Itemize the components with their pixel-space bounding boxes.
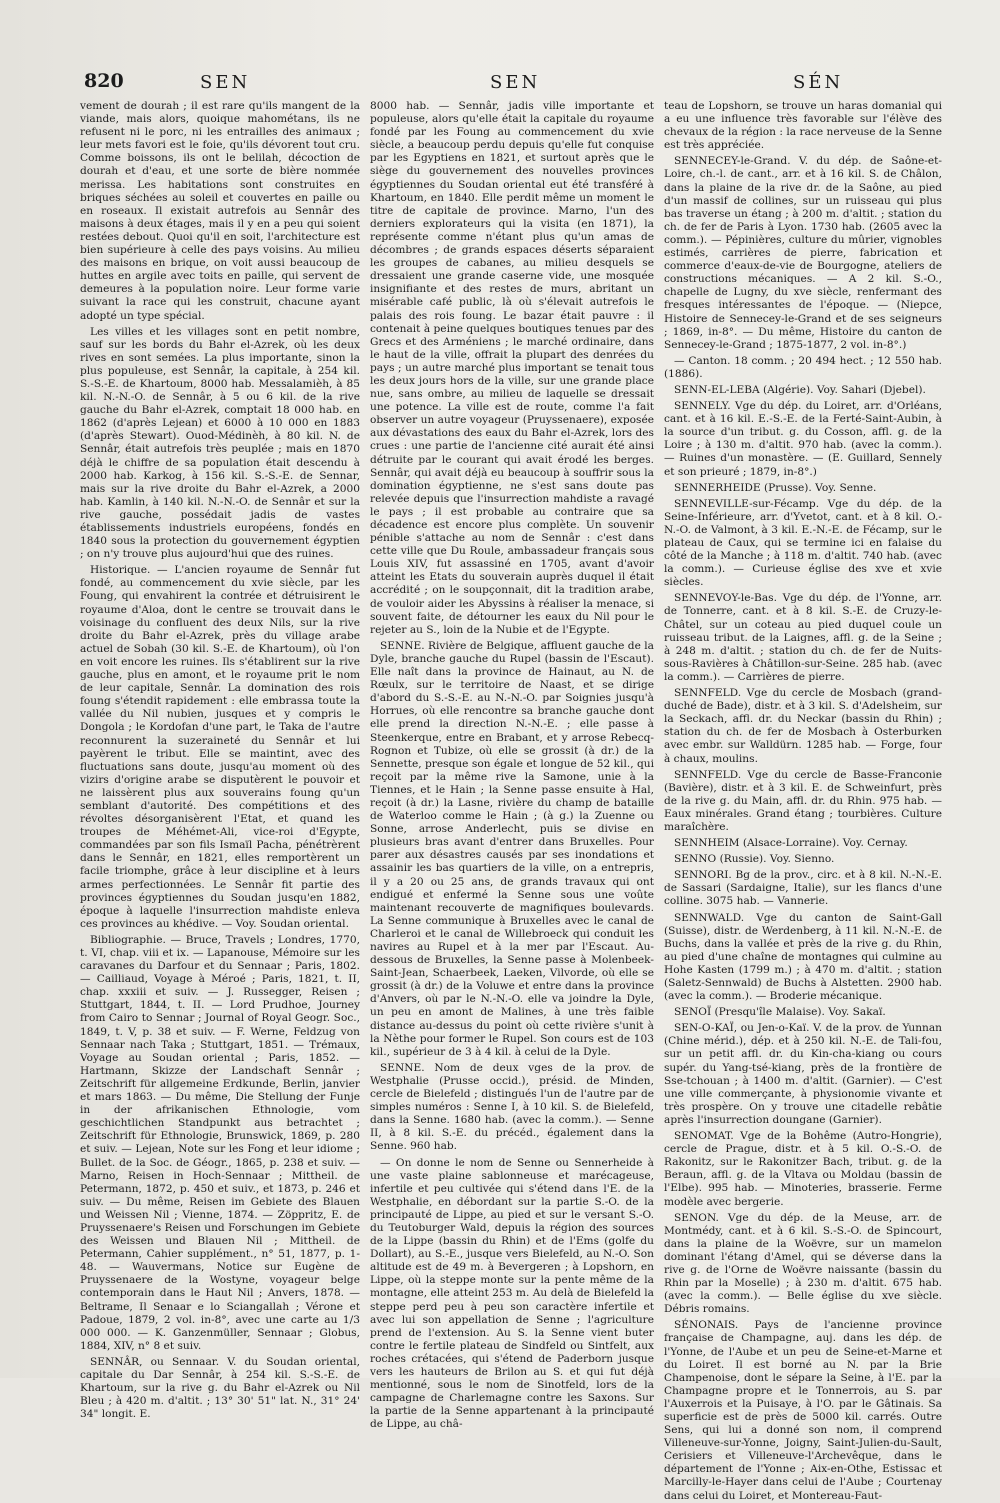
entry: SENNO (Russie). Voy. Sienno. bbox=[674, 853, 835, 866]
entry-senne-villages: SENNE. Nom de deux vges de la prov. de Westphalie (Prusse occid.), présid. de Minden, cercle de Bielefeld ; distingués l'un de l'autre par de simples numéros : Senne I, à 10 kil. S. de Bielefeld, dans la Senne. 1680 hab. (avec la comm.). — Senne II, à 8 kil. S.-E. du précéd., également dans la Senne. 960 hab. bbox=[370, 1061, 654, 1153]
paragraph: vement de dourah ; il est rare qu'ils mangent de la viande, mais alors, quoique mahométans, ils ne refusent ni le porc, ni les entrailles des animaux ; leur mets favori est le foie, qu'ils dévorent tout cru. Comme boissons, ils ont le belilah, décoction de dourah et d'eau, et une sorte de bière nommée merissa. Les habitations sont construites en briques séchées au soleil et couvertes en paille ou en roseaux. Il existait autrefois au Sennâr des maisons à deux étages, mais il y en a peu qui soient restées debout. Quoi qu'il en soit, l'architecture est bien supérieure à celle des pays voisins. Au milieu des maisons en brique, on voit aussi beaucoup de huttes en argile avec toits en paille, qui servent de demeures à la population noire. Leur forme varie suivant la race qui les construit, chacune ayant adopté un type spécial. bbox=[80, 100, 360, 322]
paragraph: 8000 hab. — Sennâr, jadis ville importante et populeuse, alors qu'elle était la capitale du royaume fondé par les Foung au commencement du xvie siècle, a beaucoup perdu depuis qu'elle fut conquise par les Egyptiens en 1821, et surtout après que le siège du gouvernement des nouvelles provinces égyptiennes du Soudan oriental eut été transféré à Khartoum, en 1840. Elle perdit même un moment le titre de capitale de province. Marno, l'un des derniers explorateurs qui la visita (en 1871), la représente comme n'étant plus qu'un amas de décombres ; de grands espaces déserts séparaient les groupes de cabanes, au milieu desquels se dressaient une grande caserne vide, une mosquée insignifiante et des restes de murs, abritant un misérable café public, là où s'élevait autrefois le palais des rois foung. Le bazar était pauvre : il contenait à peine quelques boutiques tenues par des Grecs et des Arméniens ; le marché ordinaire, dans le haut de la ville, offrait la plupart des denrées du pays ; un autre marché plus important se tenait tous les deux jours hors de la ville, sur une grande place nue, sans ombre, au milieu de laquelle se dressait une potence. La ville est de route, comme l'a fait observer un autre voyageur (Pruyssenaere), exposée aux dévastations des eaux du Bahr el-Azrek, lors des crues : une partie de l'ancienne cité aurait été ainsi détruite par le courant qui avait érodé les berges. Sennâr, qui avait déjà eu beaucoup à souffrir sous la domination égyptienne, ne s'est sans doute pas relevée depuis que l'insurrection mahdiste a ravagé le pays ; il est probable au contraire que sa décadence est encore plus complète. Un souvenir pénible s'attache au nom de Sennâr : c'est dans cette ville que Du Roule, ambassadeur français sous Louis XIV, fut assassiné en 1705, avant d'avoir atteint les Etats du souverain auprès duquel il était accrédité ; on le soupçonnait, dit la tradition arabe, de vouloir aider les Abyssins à réaliser la menace, si souvent faite, de détourner les eaux du Nil pour le rejeter au S., loin de la Nubie et de l'Egypte. bbox=[370, 100, 654, 636]
entry: SENNEVILLE-sur-Fécamp. Vge du dép. de la Seine-Inférieure, arr. d'Yvetot, cant. et à 8 kil. O.-N.-O. de Valmont, à 3 kil. E.-N.-E. de Fécamp, sur le plateau de Caux, qui se termine ici en falaise du côté de la Manche ; à 118 m. d'altit. 740 hab. (avec la comm.). — Curieuse église des xve et xvie siècles. bbox=[664, 497, 942, 589]
paragraph: Historique. — L'ancien royaume de Sennâr fut fondé, au commencement du xvie siècle, par les Foung, qui envahirent la contrée et détruisirent le royaume d'Aloa, dont le centre se trouvait dans le voisinage du confluent des deux Nils, sur la rive droite du Bahr el-Azrek, près du village arabe actuel de Sobah (30 kil. S.-E. de Khartoum), où l'on en voit encore les ruines. Ils s'établirent sur la rive gauche, plus en amont, et le royaume prit le nom de leur capitale, Sennâr. La domination des rois foung s'étendit rapidement : elle embrassa toute la vallée du Nil nubien, jusques et y compris le Dongola ; le Kordofan d'une part, le Taka de l'autre reconnurent la suzeraineté du Sennâr et lui payèrent le tribut. Elle se maintint, avec des fluctuations sans doute, jusqu'au moment où des vizirs d'origine arabe se disputèrent le pouvoir et ne laissèrent plus aux souverains foung qu'un semblant d'autorité. Des compétitions et des révoltes désorganisèrent l'Etat, et quand les troupes de Méhémet-Ali, vice-roi d'Egypte, commandées par son fils Ismaïl Pacha, pénétrèrent dans le Sennâr, en 1821, elles remportèrent un facile triomphe, grâce à leur discipline et à leurs armes perfectionnées. Le Sennâr fit partie des provinces égyptiennes du Soudan jusqu'en 1882, époque à laquelle l'insurrection mahdiste enleva ces provinces au khédive. — Voy. Soudan oriental. bbox=[80, 564, 360, 930]
entry-sennar: SENNÂR, ou Sennaar. V. du Soudan oriental, capitale du Dar Sennâr, à 254 kil. S.-S.-E. de Khartoum, sur la rive g. du Bahr el-Azrek ou Nil Bleu ; à 420 m. d'altit. ; 13° 30' 51" lat. N., 31° 24' 34" longit. E. bbox=[80, 1355, 360, 1421]
entry: SENON. Vge du dép. de la Meuse, arr. de Montmédy, cant. et à 6 kil. S.-S.-O. de Spincourt, dans la plaine de la Woëvre, sur un mamelon dominant l'étang d'Amel, qui se déverse dans la rive g. de l'Orne de Woëvre naissante (bassin du Rhin par la Moselle) ; à 230 m. d'altit. 675 hab. (avec la comm.). — Belle église du xve siècle. Débris romains. bbox=[664, 1211, 942, 1316]
paragraph: Les villes et les villages sont en petit nombre, sauf sur les bords du Bahr el-Azrek, où les deux rives en sont semées. La plus importante, sinon la plus populeuse, est Sennâr, la capitale, à 254 kil. S.-S.-E. de Khartoum, 8000 hab. Messalamièh, à 85 kil. N.-N.-O. de Sennâr, à 5 ou 6 kil. de la rive gauche du Bahr el-Azrek, comptait 18 000 hab. en 1862 (d'après Lejean) et 6000 à 10 000 en 1883 (d'après Stewart). Ouod-Médinèh, à 80 kil. N. de Sennâr, était autrefois très peuplée ; mais en 1870 déjà le chiffre de sa population était descendu à 2000 hab. Karkog, à 156 kil. S.-S.-E. de Sennar, mais sur la rive droite du Bahr el-Azrek, a 2000 hab. Kamlin, à 140 kil. N.-N.-O. de Sennâr et sur la rive gauche, possédait jadis de vastes établissements industriels européens, fondés en 1840 sous la protection du gouvernement égyptien ; on n'y trouve plus aujourd'hui que des ruines. bbox=[80, 325, 360, 561]
entry: SEN-O-KAÏ, ou Jen-o-Kaï. V. de la prov. de Yunnan (Chine mérid.), dép. et à 250 kil. N.-E. de Tali-fou, sur un petit affl. dr. du Kin-cha-kiang ou cours supér. du Yang-tsé-kiang, près de la frontière de Sse-tchouan ; à 1400 m. d'altit. (Garnier). — C'est une ville commerçante, à physionomie vivante et très prospère. On y trouve une citadelle rebâtie après l'insurrection doungane (Garnier). bbox=[664, 1022, 942, 1126]
column-2 bbox=[370, 100, 654, 1431]
bibliography: Bibliographie. — Bruce, Travels ; Londres, 1770, t. VI, chap. viii et ix. — Lapanouse, Mémoire sur les caravanes du Darfour et du Sennaar ; Paris, 1802. — Cailliaud, Voyage à Méroé ; Paris, 1821, t. II, chap. xxxiii et suiv. — J. Russegger, Reisen ; Stuttgart, 1844, t. II. — Lord Prudhoe, Journey from Cairo to Sennar ; Journal of Royal Geogr. Soc., 1849, t. V, p. 38 et suiv. — F. Werne, Feldzug von Sennaar nach Taka ; Stuttgart, 1851. — Trémaux, Voyage au Soudan oriental ; Paris, 1852. — Hartmann, Skizze der Landschaft Sennâr ; Zeitschrift für allgemeine Erdkunde, Berlin, janvier et mars 1863. — Du même, Die Stellung der Funje in der afrikanischen Ethnologie, vom geschichtlichen Standpunkt aus betrachtet ; Zeitschrift für Ethnologie, Brunswick, 1869, p. 280 et suiv. — Lejean, Note sur les Fong et leur idiome ; Bullet. de la Soc. de Géogr., 1865, p. 238 et suiv. — Marno, Reisen in Hoch-Sennaar ; Mittheil. de Petermann, 1872, p. 450 et suiv., et 1873, p. 246 et suiv. — Du même, Reisen im Gebiete des Blauen und Weissen Nil ; Vienne, 1874. — Zöppritz, E. de Pruyssenaere's Reisen und Forschungen im Gebiete des Weissen und Blauen Nil ; Mittheil. de Petermann, Cahier supplément., n° 51, 1877, p. 1-48. — Wauvermans, Notice sur Eugène de Pruyssenaere de la Wostyne, voyageur belge contemporain dans le Haut Nil ; Anvers, 1878. — Beltrame, Il Senaar e lo Sciangallah ; Vérone et Padoue, 1879, 2 vol. in-8°, avec une carte au 1/3 000 000. — K. Ganzenmüller, Sennaar ; Globus, 1884, XIV, n° 8 et suiv. bbox=[80, 933, 360, 1352]
running-header bbox=[0, 0, 1000, 95]
page-number: 820 bbox=[84, 70, 124, 92]
entry: SENNERHEIDE (Prusse). Voy. Senne. bbox=[674, 481, 877, 494]
header-word-left: SEN bbox=[200, 72, 251, 93]
entry: SENNFELD. Vge du cercle de Basse-Franconie (Bavière), distr. et à 3 kil. E. de Schweinfurt, près de la rive g. du Main, affl. dr. du Rhin. 975 hab. — Eaux minérales. Grand étang ; tourbières. Culture maraîchère. bbox=[664, 768, 942, 833]
entry: SÉNONAIS. Pays de l'ancienne province française de Champagne, auj. dans les dép. de l'Yonne, de l'Aube et un peu de Seine-et-Marne et du Loiret. Il est borné au N. par la Brie Champenoise, dont le sépare la Seine, à l'E. par la Champagne propre et le Tonnerrois, au S. par l'Auxerrois et la Puisaye, à l'O. par le Gâtinais. Sa superficie est de près de 5000 kil. carrés. Outre Sens, qui lui a donné son nom, il comprend Villeneuve-sur-Yonne, Joigny, Saint-Julien-du-Sault, Cerisiers et Villeneuve-l'Archevêque, dans le département de l'Yonne ; Aix-en-Othe, Estissac et Marcilly-le-Hayer dans celui de l'Aube ; Courtenay dans celui du Loiret, et Montereau-Faut- bbox=[664, 1319, 942, 1502]
header-word-right: SÉN bbox=[793, 72, 844, 93]
text-columns bbox=[80, 100, 942, 1502]
entry: SENNFELD. Vge du cercle de Mosbach (grand-duché de Bade), distr. et à 3 kil. S. d'Adelsheim, sur la Seckach, affl. dr. du Neckar (bassin du Rhin) ; station du ch. de fer de Mosbach à Osterburken avec embr. sur Walldürn. 1285 hab. — Forge, four à chaux, moulins. bbox=[664, 687, 942, 765]
paragraph: teau de Lopshorn, se trouve un haras domanial qui a eu une influence très favorable sur l'élève des chevaux de la région : la race nerveuse de la Senne est très appréciée. bbox=[664, 100, 942, 152]
entry: SENOMAT. Vge de la Bohême (Autro-Hongrie), cercle de Prague, distr. et à 5 kil. O.-S.-O. de Rakonitz, sur le Rakonitzer Bach, tribut. g. de la Beraun, affl. g. de la Vltava ou Moldau (bassin de l'Elbe). 995 hab. — Minoteries, brasserie. Ferme modèle avec bergerie. bbox=[664, 1130, 942, 1208]
entry: SENNHEIM (Alsace-Lorraine). Voy. Cernay. bbox=[674, 837, 908, 850]
entry: SENNECEY-le-Grand. V. du dép. de Saône-et-Loire, ch.-l. de cant., arr. et à 16 kil. S. de Châlon, dans la plaine de la rive dr. de la Saône, au pied d'un massif de collines, sur un ruisseau qui plus bas traverse un étang ; à 200 m. d'altit. ; station du ch. de fer de Paris à Lyon. 1730 hab. (2605 avec la comm.). — Pépinières, culture du mûrier, vignobles estimés, carrières de pierre, fabrication et commerce d'eaux-de-vie de Bourgogne, ateliers de constructions mécaniques. — A 2 kil. S.-O., chapelle de Lugny, du xve siècle, renfermant des fresques intéressantes de l'époque. — (Niepce, Histoire de Sennecey-le-Grand et de ses seigneurs ; 1869, in-8°. — Du même, Histoire du canton de Sennecey-le-Grand ; 1875-1877, 2 vol. in-8°.) bbox=[664, 155, 942, 351]
entry: SENN-EL-LEBA (Algérie). Voy. Sahari (Djebel). bbox=[674, 383, 926, 396]
header-word-center: SEN bbox=[490, 72, 541, 93]
entry: SENNELY. Vge du dép. du Loiret, arr. d'Orléans, cant. et à 16 kil. E.-S.-E. de la Ferté-Saint-Aubin, à la source d'un tribut. g. du Cosson, affl. g. de la Loire ; à 130 m. d'altit. 970 hab. (avec la comm.). — Ruines d'un monastère. — (E. Guillard, Sennely et son prieuré ; 1879, in-8°.) bbox=[664, 400, 942, 478]
entry: SENOÏ (Presqu'île Malaise). Voy. Sakaï. bbox=[674, 1006, 886, 1019]
column-3 bbox=[664, 100, 942, 1502]
column-1 bbox=[80, 100, 360, 1421]
entry-senne-river: SENNE. Rivière de Belgique, affluent gauche de la Dyle, branche gauche du Rupel (bassin de l'Escaut). Elle naît dans la province de Hainaut, au N. de Rœulx, sur le territoire de Naast, et se dirige d'abord du S.-S.-E. au N.-N.-O. par Soignies jusqu'à Horrues, où elle rencontre sa branche gauche dont elle prend la direction N.-N.-E. ; elle passe à Steenkerque, entre en Brabant, et y arrose Rebecq-Rognon et Tubize, où elle se grossit (à dr.) de la Sennette, presque son égale et longue de 52 kil., qui reçoit par la même rive la Samone, unie à la Tiennes, et le Hain ; la Senne passe ensuite à Hal, reçoit (à dr.) la Lasne, rivière du champ de bataille de Waterloo comme le Hain ; (à g.) la Zuenne ou Sonne, arrose Anderlecht, puis se divise en plusieurs bras avant d'entrer dans Bruxelles. Pour parer aux désastres causés par ses inondations et assainir les bas quartiers de la ville, on a entrepris, il y a 20 ou 25 ans, de grands travaux qui ont endigué et enfermé la Senne sous une voûte maintenant recouverte de magnifiques boulevards. La Senne communique à Bruxelles avec le canal de Charleroi et le canal de Willebroeck qui conduit les navires au Rupel et à la mer par l'Escaut. Au-dessous de Bruxelles, la Senne passe à Molenbeek-Saint-Jean, Schaerbeek, Laeken, Vilvorde, où elle se grossit (à dr.) de la Voluwe et entre dans la province d'Anvers, où par le N.-N.-O. elle va joindre la Dyle, un peu en amont de Malines, à une très faible distance au-dessus du point où cette rivière s'unit à la Nèthe pour former le Rupel. Son cours est de 103 kil., supérieur de 3 à 4 kil. à celui de la Dyle. bbox=[370, 639, 654, 1058]
paragraph: — On donne le nom de Senne ou Sennerheide à une vaste plaine sablonneuse et marécageuse, infertile et peu cultivée qui s'étend dans l'E. de la Westphalie, en débordant sur la partie S.-O. de la principauté de Lippe, au pied et sur le versant S.-O. du Teutoburger Wald, depuis la région des sources de la Lippe (bassin du Rhin) et de l'Ems (golfe du Dollart), au S.-E., jusque vers Bielefeld, au N.-O. Son altitude est de 49 m. à Bevergeren ; à Lopshorn, en Lippe, où la steppe monte sur la pente même de la montagne, elle atteint 253 m. Au delà de Bielefeld la steppe perd peu à peu son caractère infertile et avec lui son appellation de Senne ; l'agriculture prend de l'extension. Au S. la Senne vient buter contre le fertile plateau de Sindfeld ou Sintfelt, aux roches crétacées, qui s'étend de Paderborn jusque vers les hauteurs de Brilon au S. et qui fut déjà mentionné, sous le nom de Sinotfeld, lors de la campagne de Charlemagne contre les Saxons. Sur la partie de la Senne appartenant à la principauté de Lippe, au châ- bbox=[370, 1156, 654, 1431]
entry: — Canton. 18 comm. ; 20 494 hect. ; 12 550 hab. (1886). bbox=[664, 354, 942, 380]
entry: SENNWALD. Vge du canton de Saint-Gall (Suisse), distr. de Werdenberg, à 11 kil. N.-N.-E. de Buchs, dans la vallée et près de la rive g. du Rhin, au pied d'une chaîne de montagnes qui culmine au Hohe Kasten (1799 m.) ; à 470 m. d'altit. ; station (Saletz-Sennwald) de Buchs à Alstetten. 2900 hab. (avec la comm.). — Broderie mécanique. bbox=[664, 911, 942, 1003]
entry: SENNEVOY-le-Bas. Vge du dép. de l'Yonne, arr. de Tonnerre, cant. et à 8 kil. S.-E. de Cruzy-le-Châtel, sur un coteau au pied duquel coule un ruisseau tribut. de la Laignes, affl. g. de la Seine ; à 248 m. d'altit. ; station du ch. de fer de Nuits-sous-Ravières à Châtillon-sur-Seine. 285 hab. (avec la comm.). — Carrières de pierre. bbox=[664, 592, 942, 683]
entry: SENNORI. Bg de la prov., circ. et à 8 kil. N.-N.-E. de Sassari (Sardaigne, Italie), sur les flancs d'une colline. 3075 hab. — Vannerie. bbox=[664, 869, 942, 908]
